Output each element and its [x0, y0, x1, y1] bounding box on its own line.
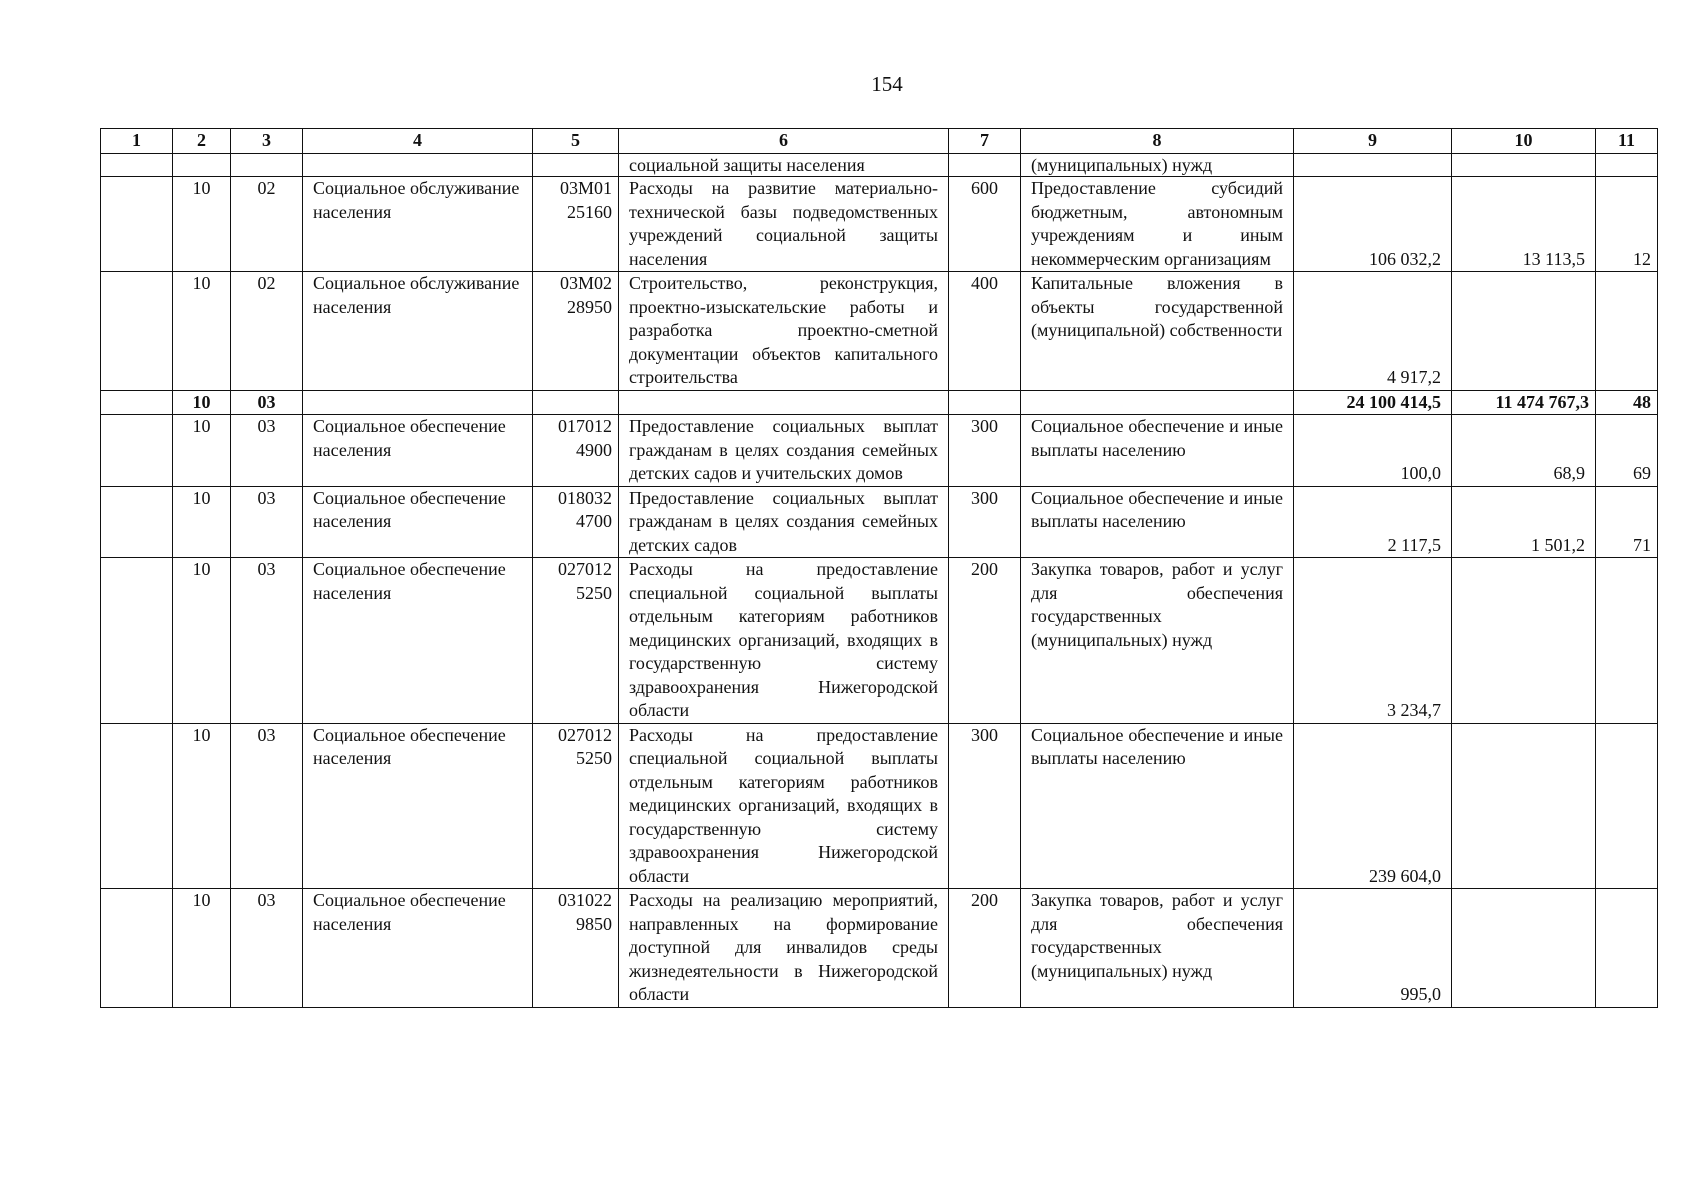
cell-col-10 — [1452, 154, 1596, 177]
cell-col-6: Расходы на предоставление специальной социальной выплаты отдельным категориям работников медицинских организаций, входящих в государственную систему здравоохранения Нижегородской области — [619, 723, 949, 889]
cell-col-6: социальной защиты населения — [619, 154, 949, 177]
budget-table — [100, 128, 1658, 1008]
cell-col-9: 3 234,7 — [1294, 558, 1452, 724]
page-number: 154 — [871, 72, 903, 96]
cell-col-3: 02 — [231, 177, 303, 272]
cell-col-7: 400 — [949, 272, 1021, 391]
table-body — [101, 154, 1658, 1008]
cell-col-4: Социальное обслуживание населения — [303, 272, 533, 391]
cell-col-5: 031022 9850 — [533, 889, 619, 1008]
column-header-4: 4 — [303, 129, 533, 154]
cell-col-5: 03М02 28950 — [533, 272, 619, 391]
cell-col-5: 027012 5250 — [533, 723, 619, 889]
table-row — [101, 272, 1658, 391]
cell-col-3 — [231, 154, 303, 177]
subtotal-row — [101, 390, 1658, 415]
cell-col-5: 027012 5250 — [533, 558, 619, 724]
column-header-8: 8 — [1021, 129, 1294, 154]
cell-col-5 — [533, 154, 619, 177]
cell-col-10: 13 113,5 — [1452, 177, 1596, 272]
cell-col-4 — [303, 390, 533, 415]
cell-col-9: 4 917,2 — [1294, 272, 1452, 391]
cell-col-7: 200 — [949, 558, 1021, 724]
cell-col-5: 03М01 25160 — [533, 177, 619, 272]
cell-col-2: 10 — [173, 723, 231, 889]
cell-col-9: 106 032,2 — [1294, 177, 1452, 272]
cell-col-11 — [1596, 723, 1658, 889]
cell-col-11 — [1596, 154, 1658, 177]
cell-col-11 — [1596, 272, 1658, 391]
cell-col-4: Социальное обеспечение населения — [303, 889, 533, 1008]
cell-col-10: 1 501,2 — [1452, 486, 1596, 558]
cell-col-11: 48 — [1596, 390, 1658, 415]
cell-col-6: Предоставление социальных выплат гражданам в целях создания семейных детских садов и учительских домов — [619, 415, 949, 487]
cell-col-8: Закупка товаров, работ и услуг для обеспечения государственных (муниципальных) нужд — [1021, 889, 1294, 1008]
table-row — [101, 723, 1658, 889]
cell-col-7: 200 — [949, 889, 1021, 1008]
cell-col-1 — [101, 889, 173, 1008]
cell-col-9: 995,0 — [1294, 889, 1452, 1008]
cell-col-4 — [303, 154, 533, 177]
table-row — [101, 415, 1658, 487]
cell-col-3: 03 — [231, 415, 303, 487]
cell-col-2 — [173, 154, 231, 177]
cell-col-7: 300 — [949, 723, 1021, 889]
cell-col-7 — [949, 390, 1021, 415]
cell-col-6: Строительство, реконструкция, проектно-изыскательские работы и разработка проектно-сметной документации объектов капитального строительства — [619, 272, 949, 391]
table-row — [101, 889, 1658, 1008]
cell-col-8: (муниципальных) нужд — [1021, 154, 1294, 177]
cell-col-8: Социальное обеспечение и иные выплаты населению — [1021, 723, 1294, 889]
cell-col-1 — [101, 272, 173, 391]
column-header-11: 11 — [1596, 129, 1658, 154]
cell-col-1 — [101, 723, 173, 889]
cell-col-1 — [101, 486, 173, 558]
cell-col-1 — [101, 154, 173, 177]
cell-col-6: Расходы на предоставление специальной социальной выплаты отдельным категориям работников медицинских организаций, входящих в государственную систему здравоохранения Нижегородской области — [619, 558, 949, 724]
cell-col-5: 017012 4900 — [533, 415, 619, 487]
cell-col-3: 03 — [231, 723, 303, 889]
column-header-3: 3 — [231, 129, 303, 154]
cell-col-4: Социальное обеспечение населения — [303, 486, 533, 558]
cell-col-8: Предоставление субсидий бюджетным, автономным учреждениям и иным некоммерческим организациям — [1021, 177, 1294, 272]
cell-col-7: 300 — [949, 486, 1021, 558]
cell-col-9 — [1294, 154, 1452, 177]
cell-col-8: Закупка товаров, работ и услуг для обеспечения государственных (муниципальных) нужд — [1021, 558, 1294, 724]
cell-col-5 — [533, 390, 619, 415]
cell-col-2: 10 — [173, 415, 231, 487]
cell-col-3: 03 — [231, 486, 303, 558]
cell-col-6: Расходы на реализацию мероприятий, направленных на формирование доступной для инвалидов среды жизнедеятельности в Нижегородской области — [619, 889, 949, 1008]
cell-col-9: 100,0 — [1294, 415, 1452, 487]
cell-col-1 — [101, 558, 173, 724]
column-header-10: 10 — [1452, 129, 1596, 154]
cell-col-4: Социальное обеспечение населения — [303, 723, 533, 889]
cell-col-2: 10 — [173, 272, 231, 391]
column-header-5: 5 — [533, 129, 619, 154]
cell-col-11: 71 — [1596, 486, 1658, 558]
cell-col-1 — [101, 415, 173, 487]
cell-col-10 — [1452, 889, 1596, 1008]
cell-col-11: 69 — [1596, 415, 1658, 487]
cell-col-2: 10 — [173, 177, 231, 272]
cell-col-6: Предоставление социальных выплат гражданам в целях создания семейных детских садов — [619, 486, 949, 558]
cell-col-8: Социальное обеспечение и иные выплаты населению — [1021, 486, 1294, 558]
cell-col-10: 11 474 767,3 — [1452, 390, 1596, 415]
cell-col-10: 68,9 — [1452, 415, 1596, 487]
continuation-row — [101, 154, 1658, 177]
column-header-1: 1 — [101, 129, 173, 154]
cell-col-8 — [1021, 390, 1294, 415]
cell-col-7: 600 — [949, 177, 1021, 272]
cell-col-4: Социальное обеспечение населения — [303, 558, 533, 724]
cell-col-10 — [1452, 558, 1596, 724]
cell-col-2: 10 — [173, 390, 231, 415]
cell-col-4: Социальное обеспечение населения — [303, 415, 533, 487]
cell-col-6: Расходы на развитие материально-технической базы подведомственных учреждений социальной защиты населения — [619, 177, 949, 272]
table-row — [101, 558, 1658, 724]
cell-col-2: 10 — [173, 558, 231, 724]
cell-col-10 — [1452, 723, 1596, 889]
cell-col-3: 03 — [231, 390, 303, 415]
cell-col-4: Социальное обслуживание населения — [303, 177, 533, 272]
cell-col-3: 03 — [231, 889, 303, 1008]
cell-col-3: 02 — [231, 272, 303, 391]
cell-col-11 — [1596, 558, 1658, 724]
cell-col-7: 300 — [949, 415, 1021, 487]
cell-col-3: 03 — [231, 558, 303, 724]
cell-col-7 — [949, 154, 1021, 177]
column-header-7: 7 — [949, 129, 1021, 154]
cell-col-2: 10 — [173, 486, 231, 558]
cell-col-11 — [1596, 889, 1658, 1008]
cell-col-5: 018032 4700 — [533, 486, 619, 558]
cell-col-2: 10 — [173, 889, 231, 1008]
cell-col-8: Капитальные вложения в объекты государственной (муниципальной) собственности — [1021, 272, 1294, 391]
cell-col-9: 24 100 414,5 — [1294, 390, 1452, 415]
cell-col-10 — [1452, 272, 1596, 391]
column-header-6: 6 — [619, 129, 949, 154]
cell-col-1 — [101, 177, 173, 272]
column-header-2: 2 — [173, 129, 231, 154]
column-header-row — [101, 129, 1658, 154]
table-row — [101, 486, 1658, 558]
cell-col-9: 2 117,5 — [1294, 486, 1452, 558]
cell-col-9: 239 604,0 — [1294, 723, 1452, 889]
cell-col-11: 12 — [1596, 177, 1658, 272]
cell-col-8: Социальное обеспечение и иные выплаты населению — [1021, 415, 1294, 487]
table-row — [101, 177, 1658, 272]
column-header-9: 9 — [1294, 129, 1452, 154]
cell-col-1 — [101, 390, 173, 415]
cell-col-6 — [619, 390, 949, 415]
